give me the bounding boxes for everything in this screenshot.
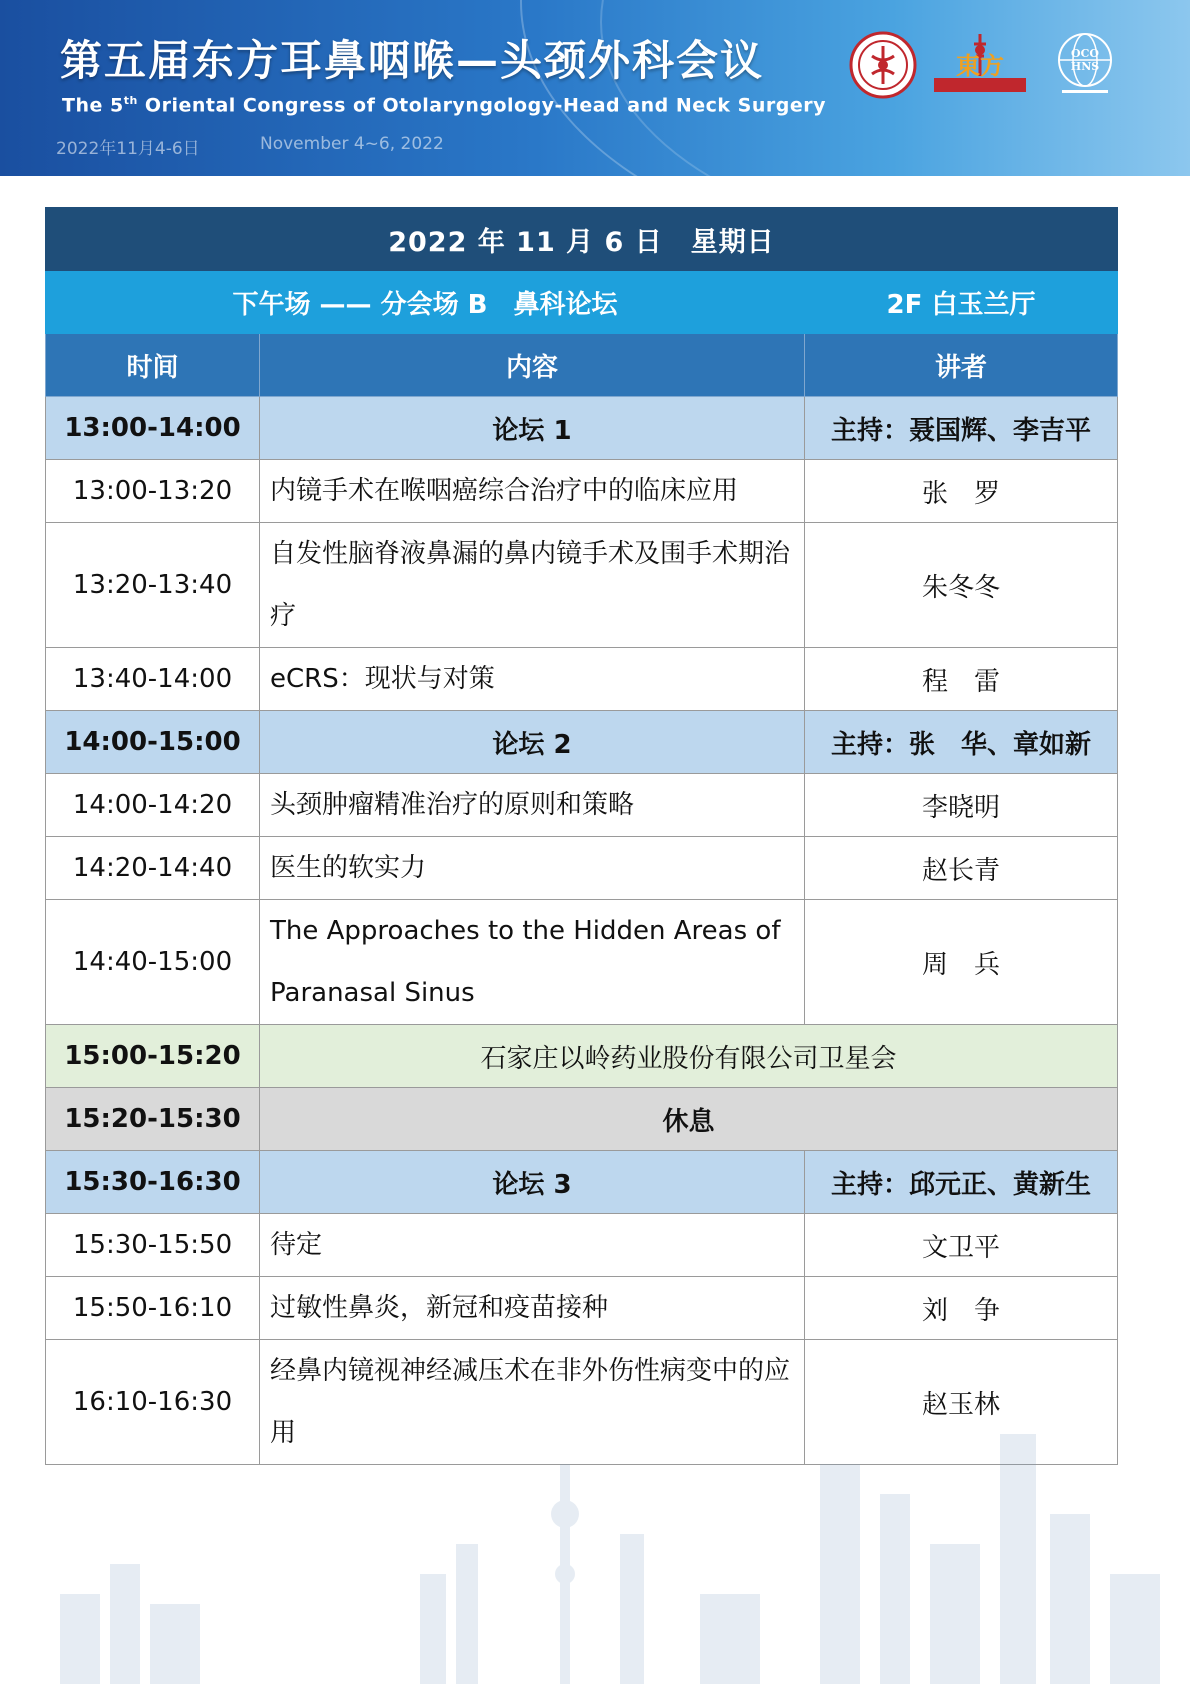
talk-speaker: 周 兵 — [805, 900, 1118, 1025]
talk-title: 过敏性鼻炎，新冠和疫苗接种 — [260, 1277, 805, 1340]
schedule-row-normal — [46, 837, 1118, 900]
schedule-row-normal — [46, 648, 1118, 711]
talk-time: 14:00-14:20 — [46, 774, 260, 837]
talk-title: 内镜手术在喉咽癌综合治疗中的临床应用 — [260, 460, 805, 523]
talk-title: 头颈肿瘤精准治疗的原则和策略 — [260, 774, 805, 837]
schedule-row-tall — [46, 523, 1118, 648]
break-label: 休息 — [260, 1088, 1118, 1151]
talk-speaker: 程 雷 — [805, 648, 1118, 711]
talk-time: 16:10-16:30 — [46, 1340, 260, 1465]
congress-title-en-pre: The 5 — [62, 94, 124, 117]
session-room: 2F 白玉兰厅 — [805, 271, 1118, 334]
talk-title: 经鼻内镜视神经减压术在非外伤性病变中的应用 — [260, 1340, 805, 1465]
congress-date-cn: 2022年11月4-6日 — [56, 139, 200, 159]
schedule-row-normal — [46, 774, 1118, 837]
talk-speaker: 赵长青 — [805, 837, 1118, 900]
column-header-row — [46, 334, 1118, 397]
forum-moderators: 主持：张 华、章如新 — [805, 711, 1118, 774]
congress-title-en-sup: th — [123, 94, 138, 107]
talk-speaker: 刘 争 — [805, 1277, 1118, 1340]
forum-moderators: 主持：聂国辉、李吉平 — [805, 397, 1118, 460]
forum-title: 论坛 1 — [260, 397, 805, 460]
col-header-content: 内容 — [260, 334, 805, 397]
break-time: 15:20-15:30 — [46, 1088, 260, 1151]
talk-speaker: 赵玉林 — [805, 1340, 1118, 1465]
header-banner — [0, 0, 1190, 176]
schedule-row-forum — [46, 1151, 1118, 1214]
society-seal-logo — [848, 30, 918, 100]
talk-title: The Approaches to the Hidden Areas of Paranasal Sinus — [260, 900, 805, 1025]
congress-date-en: November 4~6, 2022 — [260, 134, 444, 154]
schedule-table-wrap — [45, 207, 1117, 1465]
talk-title: 医生的软实力 — [260, 837, 805, 900]
schedule-row-tall — [46, 900, 1118, 1025]
talk-time: 14:20-14:40 — [46, 837, 260, 900]
forum-title: 论坛 2 — [260, 711, 805, 774]
oco-hns-logo — [1050, 30, 1120, 100]
session-header-row — [46, 271, 1118, 334]
forum-time: 14:00-15:00 — [46, 711, 260, 774]
talk-title: 待定 — [260, 1214, 805, 1277]
talk-time: 15:30-15:50 — [46, 1214, 260, 1277]
talk-time: 14:40-15:00 — [46, 900, 260, 1025]
col-header-time: 时间 — [46, 334, 260, 397]
talk-speaker: 李晓明 — [805, 774, 1118, 837]
schedule-row-normal — [46, 1214, 1118, 1277]
session-label: 下午场 —— 分会场 B 鼻科论坛 — [46, 271, 805, 334]
congress-title-en-post: Oriental Congress of Otolaryngology-Head and Neck Surgery — [137, 94, 826, 117]
schedule-row-normal — [46, 1277, 1118, 1340]
satellite-time: 15:00-15:20 — [46, 1025, 260, 1088]
oco-logo-text-top: OCO — [1071, 47, 1099, 60]
forum-time: 15:30-16:30 — [46, 1151, 260, 1214]
talk-speaker: 张 罗 — [805, 460, 1118, 523]
forum-moderators: 主持：邱元正、黄新生 — [805, 1151, 1118, 1214]
schedule-table — [45, 207, 1118, 1465]
schedule-row-forum — [46, 397, 1118, 460]
talk-time: 13:20-13:40 — [46, 523, 260, 648]
city-skyline-watermark — [0, 1344, 1190, 1684]
talk-time: 13:00-13:20 — [46, 460, 260, 523]
talk-time: 13:40-14:00 — [46, 648, 260, 711]
talk-title: eCRS：现状与对策 — [260, 648, 805, 711]
talk-title: 自发性脑脊液鼻漏的鼻内镜手术及围手术期治疗 — [260, 523, 805, 648]
satellite-title: 石家庄以岭药业股份有限公司卫星会 — [260, 1025, 1118, 1088]
oriental-logo-text: 東方 — [956, 51, 1004, 80]
schedule-row-forum — [46, 711, 1118, 774]
congress-title-en — [62, 94, 826, 116]
schedule-row-break — [46, 1088, 1118, 1151]
oco-logo-text-bottom: HNS — [1070, 60, 1100, 73]
talk-time: 15:50-16:10 — [46, 1277, 260, 1340]
schedule-row-sat — [46, 1025, 1118, 1088]
oriental-congress-logo — [930, 30, 1030, 100]
date-header: 2022 年 11 月 6 日 星期日 — [46, 208, 1118, 271]
col-header-speaker: 讲者 — [805, 334, 1118, 397]
congress-title-cn: 第五届东方耳鼻咽喉—头颈外科会议 — [60, 36, 765, 85]
talk-speaker: 朱冬冬 — [805, 523, 1118, 648]
schedule-row-normal — [46, 460, 1118, 523]
talk-speaker: 文卫平 — [805, 1214, 1118, 1277]
date-header-row — [46, 208, 1118, 271]
forum-title: 论坛 3 — [260, 1151, 805, 1214]
forum-time: 13:00-14:00 — [46, 397, 260, 460]
